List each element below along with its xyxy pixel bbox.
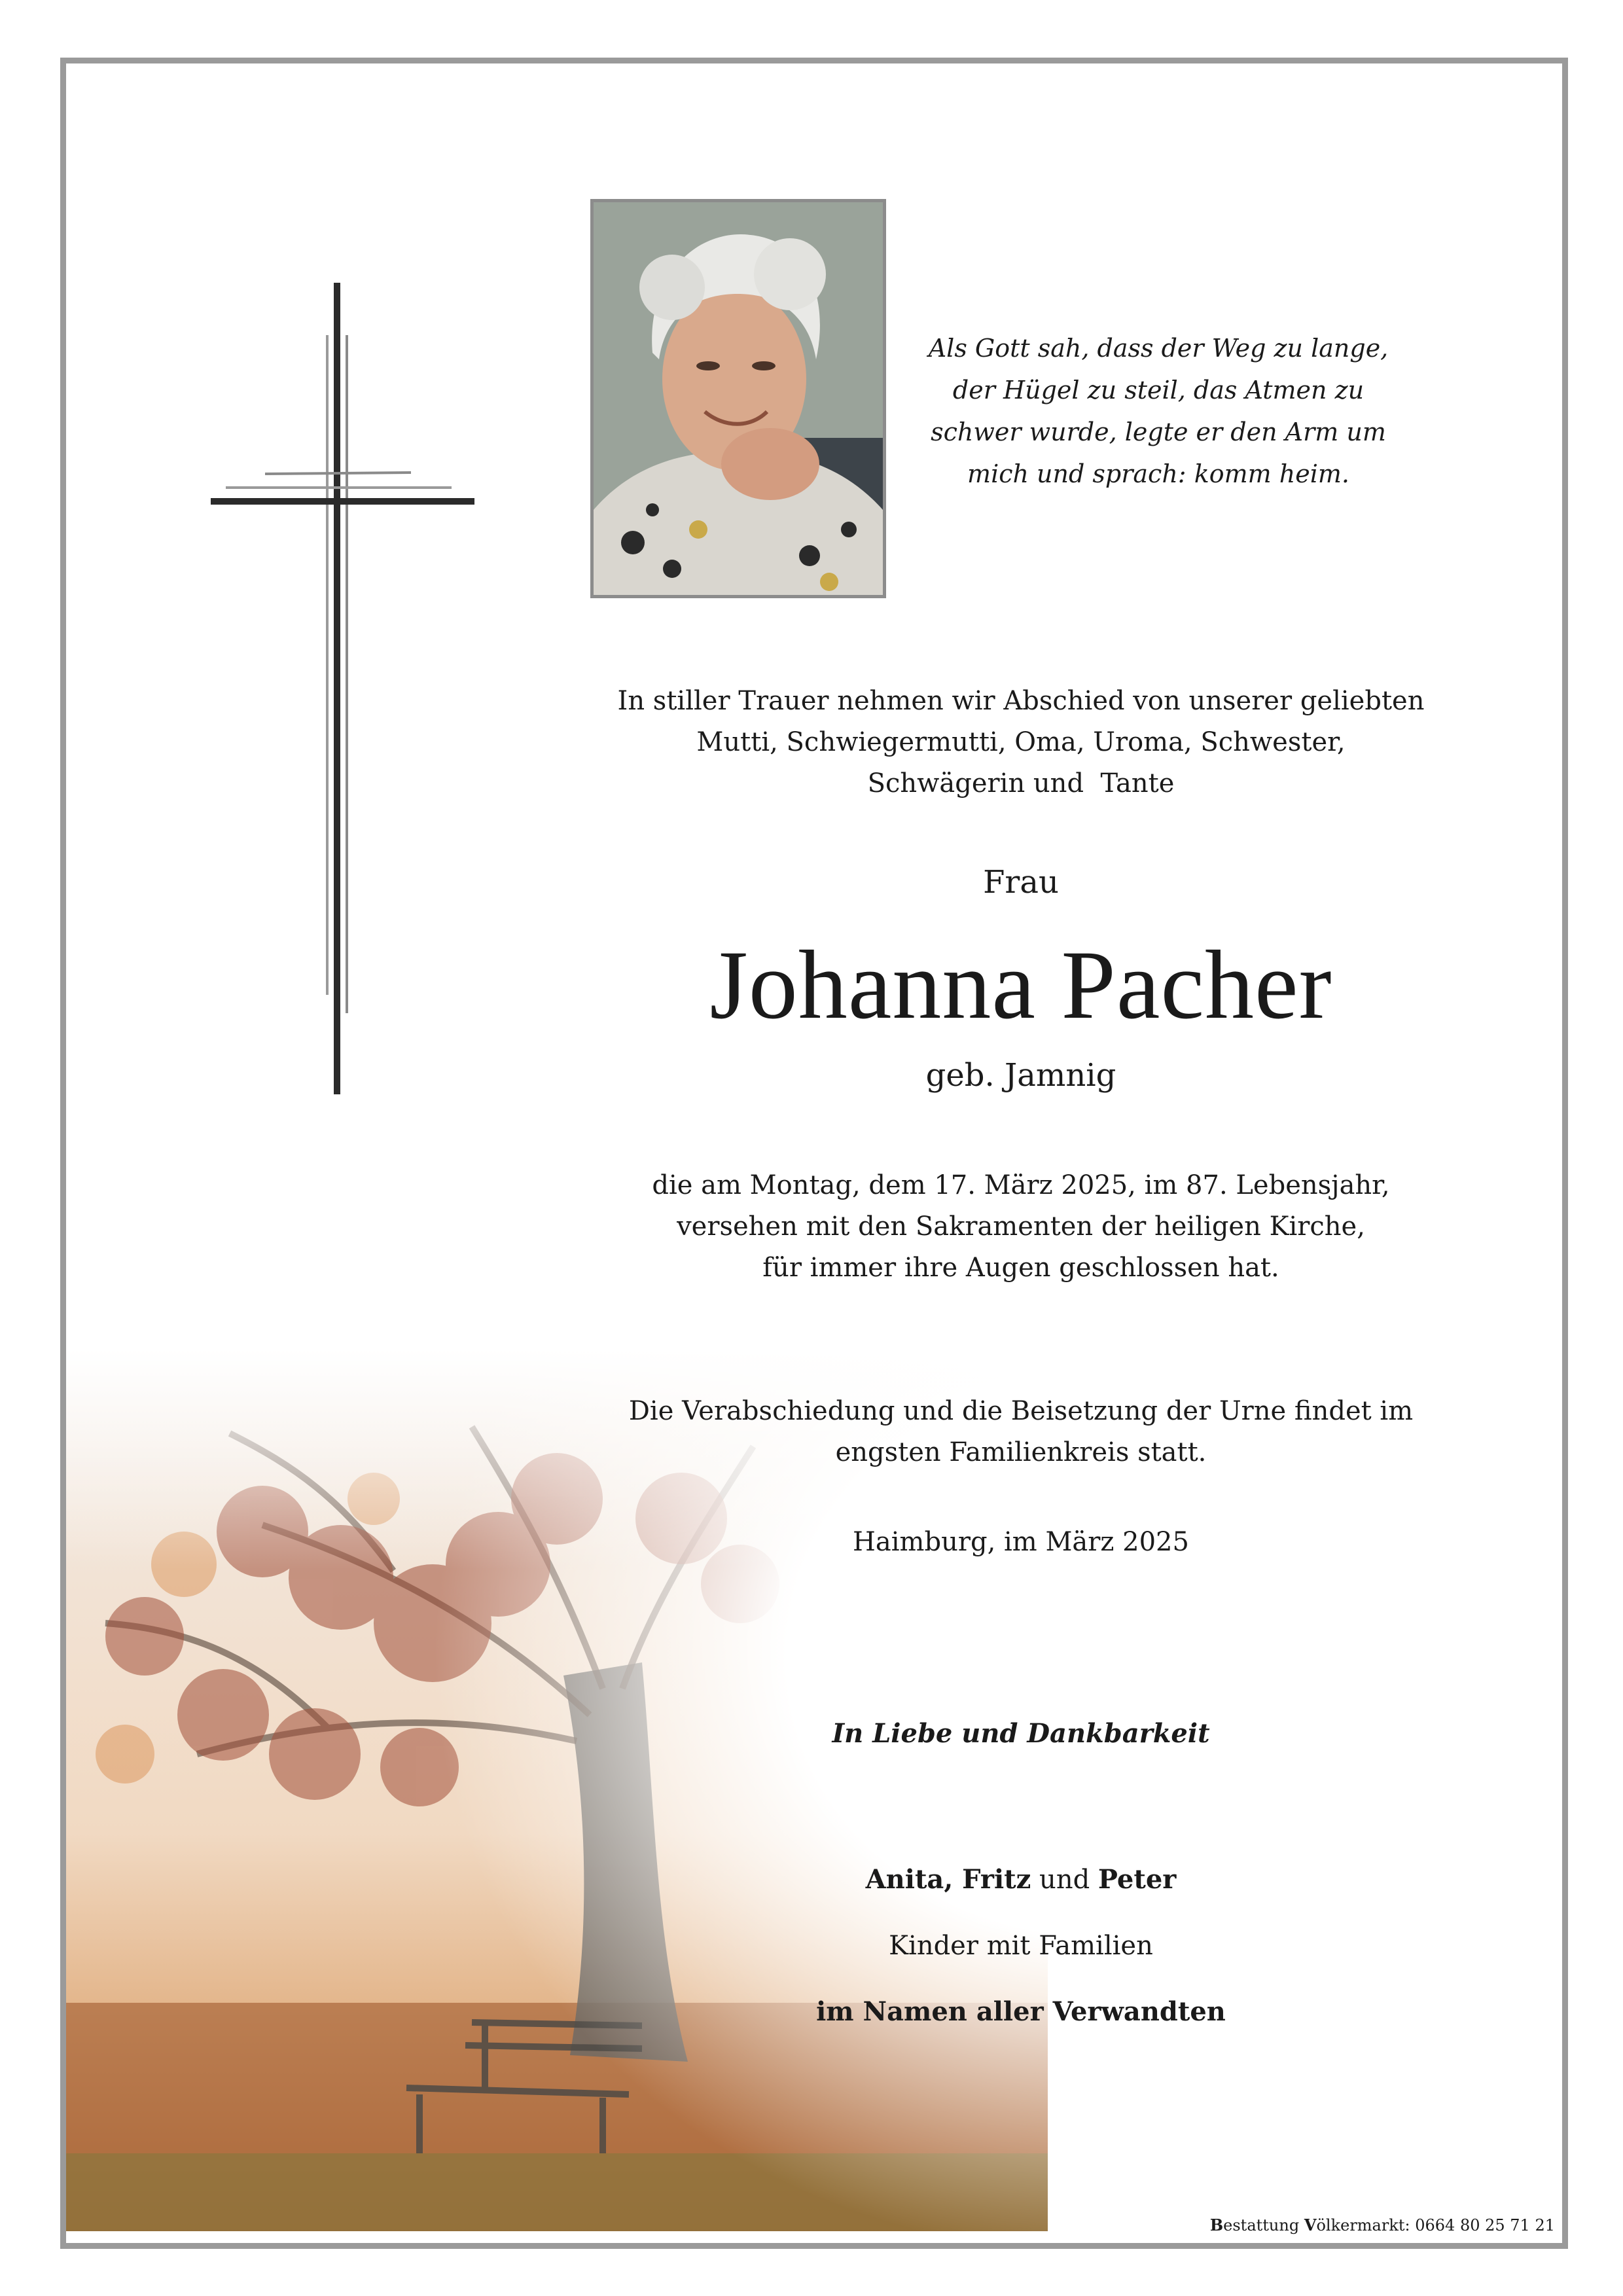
intro-line: In stiller Trauer nehmen wir Abschied von unserer geliebten bbox=[617, 686, 1425, 716]
poem-line: Als Gott sah, dass der Weg zu lange, bbox=[928, 334, 1389, 363]
mourners-relation: Kinder mit Familien bbox=[889, 1931, 1153, 1961]
salutation: Frau bbox=[983, 864, 1059, 901]
mourners-names bbox=[576, 1864, 1466, 1895]
intro-line: Schwägerin und Tante bbox=[867, 768, 1175, 798]
farewell-line: engsten Familienkreis statt. bbox=[835, 1437, 1207, 1467]
mourner-name: Anita, Fritz bbox=[865, 1864, 1031, 1895]
footer-text: ölkermarkt: 0664 80 25 71 21 bbox=[1316, 2216, 1555, 2234]
portrait-photo bbox=[590, 199, 886, 598]
death-notice bbox=[576, 1165, 1466, 1289]
mourner-name: Peter bbox=[1097, 1864, 1177, 1895]
funeral-home-footer bbox=[1210, 2215, 1555, 2234]
mourner-joiner: und bbox=[1031, 1865, 1098, 1895]
portrait-illustration bbox=[594, 202, 883, 595]
poem-line: der Hügel zu steil, das Atmen zu bbox=[952, 376, 1364, 404]
death-notice-line: versehen mit den Sakramenten der heiligen Kirche, bbox=[677, 1211, 1365, 1242]
maiden-name: geb. Jamnig bbox=[925, 1057, 1116, 1094]
intro-line: Mutti, Schwiegermutti, Oma, Uroma, Schwester, bbox=[696, 727, 1346, 757]
poem-line: mich und sprach: komm heim. bbox=[967, 459, 1349, 488]
footer-initial: V bbox=[1304, 2215, 1317, 2234]
death-notice-line: für immer ihre Augen geschlossen hat. bbox=[762, 1253, 1279, 1283]
closing-phrase: In Liebe und Dankbarkeit bbox=[832, 1718, 1210, 1749]
farewell-notice bbox=[576, 1391, 1466, 1473]
footer-text: estattung bbox=[1223, 2216, 1304, 2234]
deceased-name: Johanna Pacher bbox=[709, 931, 1332, 1039]
intro-text bbox=[576, 681, 1466, 804]
death-notice-line: die am Montag, dem 17. März 2025, im 87. Lebensjahr, bbox=[652, 1170, 1390, 1200]
farewell-line: Die Verabschiedung und die Beisetzung der Urne findet im bbox=[628, 1396, 1414, 1426]
poem-line: schwer wurde, legte er den Arm um bbox=[931, 418, 1386, 446]
relatives-line: im Namen aller Verwandten bbox=[816, 1996, 1226, 2027]
memorial-poem bbox=[910, 327, 1407, 495]
footer-initial: B bbox=[1209, 2215, 1224, 2234]
autumn-tree-bench-illustration bbox=[66, 1348, 1048, 2231]
place-date: Haimburg, im März 2025 bbox=[853, 1527, 1189, 1557]
